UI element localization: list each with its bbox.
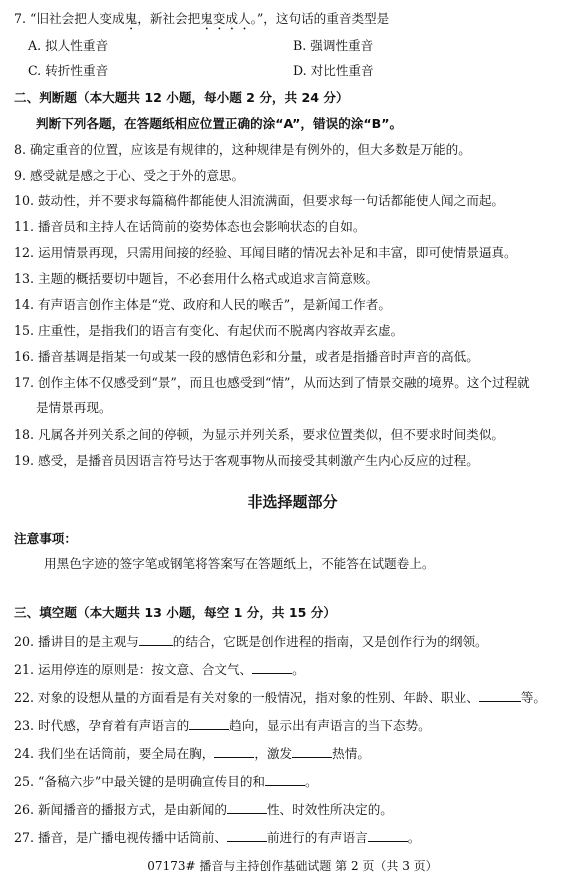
q25-text-2: 。	[305, 774, 318, 789]
answer-blank[interactable]	[214, 744, 254, 758]
answer-blank[interactable]	[252, 660, 292, 674]
question-20	[14, 632, 488, 651]
q27-text-1: 27. 播音，是广播电视传播中话筒前、	[14, 830, 227, 845]
question-23	[14, 716, 431, 735]
q7-emphasis-2: 鬼变成人	[200, 11, 251, 26]
q24-text-3: 热情。	[332, 746, 370, 761]
question-19: 19. 感受，是播音员因语言符号达于客观事物从而接受其刺激产生内心反应的过程。	[14, 453, 479, 468]
section-2-instruction: 判断下列各题，在答题纸相应位置正确的涂“A”，错误的涂“B”。	[36, 116, 403, 131]
question-17-continued: 是情景再现。	[36, 400, 112, 415]
question-10: 10. 鼓动性，并不要求每篇稿件都能使人泪流满面，但要求每一句话都能使人闻之而起。	[14, 193, 505, 208]
q7-emphasis-1: 鬼	[124, 11, 138, 26]
question-14: 14. 有声语言创作主体是“党、政府和人民的喉舌”，是新闻工作者。	[14, 297, 391, 312]
q7-text-2: ，新社会把	[137, 11, 201, 26]
q25-text-1: 25. “备稿六步”中最关键的是明确宣传目的和	[14, 774, 266, 789]
question-26	[14, 800, 393, 819]
question-15: 15. 庄重性，是指我们的语言有变化、有起伏而不脱离内容故弄玄虚。	[14, 323, 404, 338]
q21-text-2: 。	[292, 662, 305, 677]
question-25	[14, 772, 318, 791]
question-17: 17. 创作主体不仅感受到“景”，而且也感受到“情”，从而达到了情景交融的境界。这个过程就	[14, 375, 530, 390]
q7-text-3: 。”，这句话的重音类型是	[250, 11, 390, 26]
question-7	[14, 10, 389, 33]
answer-blank[interactable]	[139, 632, 173, 646]
q27-text-2: 前进行的有声语言	[266, 830, 368, 845]
q7-option-d: D. 对比性重音	[293, 63, 374, 78]
section-2-header: 二、判断题（本大题共 12 小题，每小题 2 分，共 24 分）	[14, 90, 349, 105]
answer-blank[interactable]	[368, 828, 408, 842]
question-8: 8. 确定重音的位置，应该是有规律的，这种规律是有例外的，但大多数是万能的。	[14, 142, 471, 157]
question-11: 11. 播音员和主持人在话筒前的姿势体态也会影响状态的自如。	[14, 219, 366, 234]
question-16: 16. 播音基调是指某一句或某一段的感情色彩和分量，或者是指播音时声音的高低。	[14, 349, 479, 364]
q24-text-1: 24. 我们坐在话筒前，要全局在胸，	[14, 746, 215, 761]
question-24	[14, 744, 370, 763]
question-12: 12. 运用情景再现，只需用间接的经验、耳闻目睹的情况去补足和丰富，即可使情景逼真。	[14, 245, 517, 260]
answer-blank[interactable]	[227, 800, 267, 814]
question-18: 18. 凡属各并列关系之间的停顿，为显示并列关系，要求位置类似，但不要求时间类似。	[14, 427, 505, 442]
q22-text-1: 22. 对象的设想从量的方面看是有关对象的一般情况，指对象的性别、年龄、职业、	[14, 690, 479, 705]
question-9: 9. 感受就是感之于心、受之于外的意思。	[14, 168, 245, 183]
q23-text-1: 23. 时代感，孕育着有声语言的	[14, 718, 190, 733]
q26-text-2: 性、时效性所决定的。	[266, 802, 393, 817]
q7-text: 7. “旧社会把人变成	[14, 11, 125, 26]
q22-text-2: 等。	[520, 690, 547, 705]
answer-blank[interactable]	[479, 688, 521, 702]
answer-blank[interactable]	[292, 744, 332, 758]
answer-blank[interactable]	[265, 772, 305, 786]
answer-blank[interactable]	[189, 716, 229, 730]
q7-option-c: C. 转折性重音	[28, 63, 109, 78]
q27-text-3: 。	[407, 830, 421, 845]
q7-option-a: A. 拟人性重音	[28, 38, 109, 53]
q7-option-b: B. 强调性重音	[293, 38, 374, 53]
q20-text-1: 20. 播讲目的是主观与	[14, 634, 139, 649]
q23-text-2: 趋向，显示出有声语言的当下态势。	[229, 718, 431, 733]
q26-text-1: 26. 新闻播音的播报方式，是由新闻的	[14, 802, 227, 817]
question-13: 13. 主题的概括要切中题旨，不必套用什么格式或追求言简意赅。	[14, 271, 379, 286]
notice-text: 用黑色字迹的签字笔或钢笔将答案写在答题纸上，不能答在试题卷上。	[44, 556, 435, 571]
q24-text-2: ，激发	[254, 746, 293, 761]
section-3-header: 三、填空题（本大题共 13 小题，每空 1 分，共 15 分）	[14, 605, 336, 620]
question-22	[14, 688, 546, 707]
q20-text-2: 的结合，它既是创作进程的指南，又是创作行为的纲领。	[172, 634, 488, 649]
question-21	[14, 660, 305, 679]
question-27	[14, 828, 420, 847]
q21-text-1: 21. 运用停连的原则是：按文意、合文气、	[14, 662, 253, 677]
notice-label: 注意事项：	[14, 531, 77, 546]
part-title: 非选择题部分	[247, 493, 338, 511]
page-footer: 07173# 播音与主持创作基础试题 第 2 页（共 3 页）	[147, 859, 438, 873]
answer-blank[interactable]	[227, 828, 267, 842]
